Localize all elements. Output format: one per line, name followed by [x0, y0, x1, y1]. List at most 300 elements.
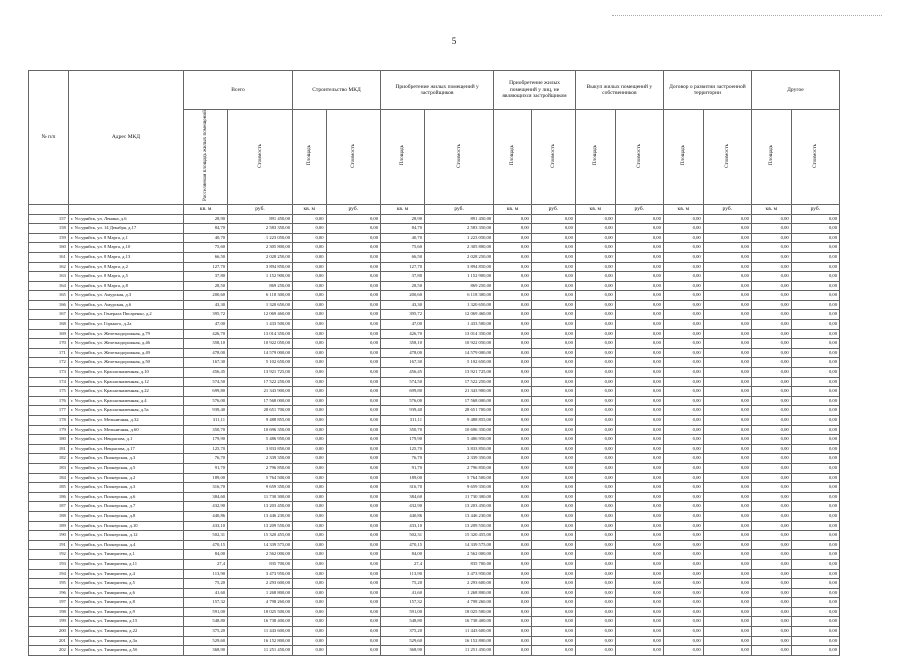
row-other-cost: 0,00 [791, 646, 839, 656]
row-nondev-cost: 0,00 [531, 636, 575, 646]
row-developer-area: 316,70 [381, 483, 425, 493]
row-buyout-area: 0,00 [575, 483, 615, 493]
row-number: 164 [29, 281, 69, 291]
row-territory-area: 0,00 [663, 607, 703, 617]
row-construction-cost: 0,00 [326, 368, 380, 378]
row-total-area: 502,31 [184, 531, 228, 541]
row-other-area: 0,00 [751, 483, 791, 493]
row-territory-cost: 0,00 [703, 387, 751, 397]
row-territory-area: 0,00 [663, 531, 703, 541]
row-buyout-area: 0,00 [575, 511, 615, 521]
row-other-area: 0,00 [751, 559, 791, 569]
row-territory-area: 0,00 [663, 511, 703, 521]
row-construction-area: 0,00 [293, 627, 327, 637]
row-construction-cost: 0,00 [326, 425, 380, 435]
row-developer-cost: 1 152 900,00 [425, 272, 494, 282]
row-total-area: 127,70 [184, 262, 228, 272]
row-territory-area: 0,00 [663, 588, 703, 598]
table-row [29, 243, 840, 253]
row-total-cost: 2 305 800,00 [228, 243, 293, 253]
row-total-area: 350,70 [184, 425, 228, 435]
row-total-area: 316,70 [184, 483, 228, 493]
row-developer-area: 939,40 [381, 406, 425, 416]
row-other-area: 0,00 [751, 233, 791, 243]
row-address: г. Уссурийск, ул. 8 Марта, д.13 [68, 252, 183, 262]
row-construction-area: 0,00 [293, 233, 327, 243]
row-construction-cost: 0,00 [326, 627, 380, 637]
row-developer-area: 157,32 [381, 598, 425, 608]
row-territory-cost: 0,00 [703, 521, 751, 531]
row-developer-cost: 17 568 000,00 [425, 396, 494, 406]
row-other-cost: 0,00 [791, 617, 839, 627]
row-other-area: 0,00 [751, 291, 791, 301]
row-territory-cost: 0,00 [703, 377, 751, 387]
row-nondev-area: 0,00 [494, 387, 532, 397]
row-other-area: 0,00 [751, 598, 791, 608]
row-construction-area: 0,00 [293, 281, 327, 291]
units-blank [68, 204, 183, 214]
row-total-area: 576,00 [184, 396, 228, 406]
row-other-cost: 0,00 [791, 444, 839, 454]
row-construction-area: 0,00 [293, 416, 327, 426]
row-buyout-area: 0,00 [575, 502, 615, 512]
header-group-developer: Приобретение жилых помещений у застройщиков [381, 71, 494, 110]
table-row [29, 627, 840, 637]
row-developer-area: 426,70 [381, 329, 425, 339]
row-developer-area: 456,45 [381, 368, 425, 378]
row-nondev-cost: 0,00 [531, 425, 575, 435]
row-nondev-area: 0,00 [494, 358, 532, 368]
row-construction-cost: 0,00 [326, 233, 380, 243]
row-developer-cost: 1 223 050,00 [425, 233, 494, 243]
row-territory-area: 0,00 [663, 540, 703, 550]
row-other-area: 0,00 [751, 262, 791, 272]
table-row [29, 454, 840, 464]
row-nondev-area: 0,00 [494, 636, 532, 646]
row-other-area: 0,00 [751, 396, 791, 406]
row-buyout-cost: 0,00 [615, 435, 663, 445]
row-number: 177 [29, 406, 69, 416]
row-total-cost: 11 730 300,00 [228, 492, 293, 502]
row-total-area: 456,45 [184, 368, 228, 378]
row-developer-area: 66,50 [381, 252, 425, 262]
row-number: 176 [29, 396, 69, 406]
row-developer-area: 113,90 [381, 569, 425, 579]
row-number: 185 [29, 483, 69, 493]
unit-cell: кв. м [293, 204, 327, 214]
row-developer-cost: 5 102 650,00 [425, 358, 494, 368]
row-buyout-area: 0,00 [575, 396, 615, 406]
row-nondev-area: 0,00 [494, 492, 532, 502]
row-territory-area: 0,00 [663, 320, 703, 330]
row-territory-area: 0,00 [663, 617, 703, 627]
row-total-area: 384,60 [184, 492, 228, 502]
row-address: г. Уссурийск, ул. Пионерская, д.2 [68, 473, 183, 483]
row-total-cost: 1 152 900,00 [228, 272, 293, 282]
row-developer-area: 75,60 [381, 243, 425, 253]
row-territory-area: 0,00 [663, 454, 703, 464]
table-row [29, 473, 840, 483]
row-territory-cost: 0,00 [703, 396, 751, 406]
unit-cell: руб. [791, 204, 839, 214]
row-total-area: 84,00 [184, 550, 228, 560]
row-buyout-cost: 0,00 [615, 588, 663, 598]
row-construction-area: 0,00 [293, 291, 327, 301]
table-row [29, 511, 840, 521]
row-number: 173 [29, 368, 69, 378]
row-total-area: 28,90 [184, 214, 228, 224]
row-total-area: 37,80 [184, 272, 228, 282]
row-number: 157 [29, 214, 69, 224]
row-total-area: 40,70 [184, 233, 228, 243]
row-total-cost: 16 152 800,00 [228, 636, 293, 646]
row-address: г. Уссурийск, ул. Пионерская, д.6 [68, 492, 183, 502]
row-developer-area: 47,00 [381, 320, 425, 330]
row-number: 198 [29, 607, 69, 617]
row-developer-area: 478,00 [381, 348, 425, 358]
row-other-cost: 0,00 [791, 559, 839, 569]
units-blank [29, 204, 69, 214]
row-territory-cost: 0,00 [703, 646, 751, 656]
row-nondev-area: 0,00 [494, 588, 532, 598]
row-territory-area: 0,00 [663, 435, 703, 445]
row-nondev-cost: 0,00 [531, 511, 575, 521]
row-developer-cost: 3 833 850,00 [425, 444, 494, 454]
page-number: 5 [451, 36, 457, 46]
header-group-total: Всего [184, 71, 293, 110]
row-other-area: 0,00 [751, 377, 791, 387]
row-address: г. Уссурийск, ул. Пионерская, д.3 [68, 483, 183, 493]
row-address: г. Уссурийск, ул. Краснознаменная, д.5а [68, 406, 183, 416]
row-buyout-cost: 0,00 [615, 243, 663, 253]
row-nondev-cost: 0,00 [531, 339, 575, 349]
row-nondev-cost: 0,00 [531, 588, 575, 598]
row-total-area: 47,00 [184, 320, 228, 330]
row-nondev-area: 0,00 [494, 559, 532, 569]
row-territory-cost: 0,00 [703, 454, 751, 464]
row-buyout-area: 0,00 [575, 473, 615, 483]
unit-cell: руб. [615, 204, 663, 214]
row-nondev-cost: 0,00 [531, 358, 575, 368]
row-other-cost: 0,00 [791, 569, 839, 579]
row-address: г. Уссурийск, ул. Амурская, д.3 [68, 291, 183, 301]
row-buyout-area: 0,00 [575, 377, 615, 387]
row-total-cost: 1 320 650,00 [228, 300, 293, 310]
row-territory-area: 0,00 [663, 579, 703, 589]
row-total-area: 375,20 [184, 627, 228, 637]
header-sub-area: Площадь [494, 110, 532, 205]
row-construction-area: 0,00 [293, 243, 327, 253]
row-buyout-area: 0,00 [575, 262, 615, 272]
row-total-area: 368,90 [184, 646, 228, 656]
row-nondev-cost: 0,00 [531, 531, 575, 541]
row-buyout-cost: 0,00 [615, 559, 663, 569]
table-row [29, 339, 840, 349]
row-construction-area: 0,00 [293, 483, 327, 493]
row-territory-area: 0,00 [663, 281, 703, 291]
row-territory-cost: 0,00 [703, 243, 751, 253]
unit-cell: кв. м [494, 204, 532, 214]
row-other-cost: 0,00 [791, 233, 839, 243]
row-total-cost: 14 579 000,00 [228, 348, 293, 358]
row-total-cost: 2 583 350,00 [228, 224, 293, 234]
row-address: г. Уссурийск, ул. 8 Марта, д.2 [68, 262, 183, 272]
row-nondev-cost: 0,00 [531, 291, 575, 301]
row-nondev-area: 0,00 [494, 406, 532, 416]
row-total-area: 548,80 [184, 617, 228, 627]
header-group-other: Другое [751, 71, 839, 110]
row-number: 179 [29, 425, 69, 435]
table-row [29, 646, 840, 656]
row-other-area: 0,00 [751, 550, 791, 560]
row-other-cost: 0,00 [791, 598, 839, 608]
row-construction-cost: 0,00 [326, 339, 380, 349]
row-territory-area: 0,00 [663, 377, 703, 387]
row-address: г. Уссурийск, ул. Пионерская, д.3 [68, 454, 183, 464]
table-row [29, 425, 840, 435]
row-total-cost: 10 922 050,00 [228, 339, 293, 349]
table-row [29, 291, 840, 301]
row-construction-area: 0,00 [293, 511, 327, 521]
row-buyout-area: 0,00 [575, 233, 615, 243]
row-total-area: 358,10 [184, 339, 228, 349]
row-territory-area: 0,00 [663, 339, 703, 349]
row-construction-cost: 0,00 [326, 646, 380, 656]
row-nondev-area: 0,00 [494, 502, 532, 512]
row-buyout-cost: 0,00 [615, 598, 663, 608]
table-row [29, 579, 840, 589]
row-buyout-cost: 0,00 [615, 473, 663, 483]
row-buyout-area: 0,00 [575, 425, 615, 435]
row-developer-area: 127,70 [381, 262, 425, 272]
row-construction-cost: 0,00 [326, 444, 380, 454]
row-construction-cost: 0,00 [326, 387, 380, 397]
row-developer-cost: 891 450,00 [425, 214, 494, 224]
row-territory-cost: 0,00 [703, 559, 751, 569]
row-construction-cost: 0,00 [326, 243, 380, 253]
row-developer-area: 27,4 [381, 559, 425, 569]
row-territory-cost: 0,00 [703, 540, 751, 550]
row-nondev-cost: 0,00 [531, 540, 575, 550]
row-developer-area: 179,90 [381, 435, 425, 445]
row-other-area: 0,00 [751, 416, 791, 426]
row-total-cost: 1 433 500,00 [228, 320, 293, 330]
row-nondev-area: 0,00 [494, 224, 532, 234]
row-developer-area: 76,70 [381, 454, 425, 464]
row-number: 187 [29, 502, 69, 512]
row-total-area: 91,70 [184, 463, 228, 473]
row-construction-cost: 0,00 [326, 272, 380, 282]
row-other-area: 0,00 [751, 627, 791, 637]
row-territory-cost: 0,00 [703, 511, 751, 521]
row-buyout-cost: 0,00 [615, 483, 663, 493]
row-other-area: 0,00 [751, 310, 791, 320]
row-number: 166 [29, 300, 69, 310]
row-other-cost: 0,00 [791, 425, 839, 435]
row-address: г. Уссурийск, ул. Железнодорожная, д.49 [68, 348, 183, 358]
row-territory-area: 0,00 [663, 627, 703, 637]
row-other-cost: 0,00 [791, 454, 839, 464]
row-other-area: 0,00 [751, 531, 791, 541]
row-other-cost: 0,00 [791, 387, 839, 397]
row-address: г. Уссурийск, ул. Мельничная, д.60 [68, 425, 183, 435]
row-construction-cost: 0,00 [326, 358, 380, 368]
row-number: 201 [29, 636, 69, 646]
row-other-area: 0,00 [751, 406, 791, 416]
row-construction-area: 0,00 [293, 550, 327, 560]
row-total-cost: 2 796 850,00 [228, 463, 293, 473]
row-territory-cost: 0,00 [703, 300, 751, 310]
row-buyout-area: 0,00 [575, 224, 615, 234]
unit-cell: кв. м [751, 204, 791, 214]
row-developer-cost: 2 583 350,00 [425, 224, 494, 234]
row-other-cost: 0,00 [791, 272, 839, 282]
row-nondev-area: 0,00 [494, 214, 532, 224]
row-construction-cost: 0,00 [326, 463, 380, 473]
row-number: 195 [29, 579, 69, 589]
row-construction-cost: 0,00 [326, 348, 380, 358]
row-buyout-area: 0,00 [575, 607, 615, 617]
row-developer-cost: 14 339 575,00 [425, 540, 494, 550]
row-buyout-cost: 0,00 [615, 224, 663, 234]
row-territory-area: 0,00 [663, 636, 703, 646]
row-address: г. Уссурийск, ул. Некрасова, д.1 [68, 435, 183, 445]
row-nondev-area: 0,00 [494, 607, 532, 617]
row-territory-area: 0,00 [663, 310, 703, 320]
row-nondev-cost: 0,00 [531, 233, 575, 243]
row-developer-area: 37,80 [381, 272, 425, 282]
header-sub-area-total: Расселяемая площадь жилых помещений [184, 110, 228, 205]
row-other-area: 0,00 [751, 224, 791, 234]
row-nondev-cost: 0,00 [531, 224, 575, 234]
row-territory-cost: 0,00 [703, 463, 751, 473]
row-address: г. Уссурийск, ул. Ленина, д.6 [68, 214, 183, 224]
row-developer-area: 28,50 [381, 281, 425, 291]
row-total-area: 200,60 [184, 291, 228, 301]
table-row [29, 607, 840, 617]
row-construction-cost: 0,00 [326, 502, 380, 512]
row-other-cost: 0,00 [791, 252, 839, 262]
row-territory-area: 0,00 [663, 502, 703, 512]
row-developer-area: 576,00 [381, 396, 425, 406]
row-number: 165 [29, 291, 69, 301]
row-buyout-cost: 0,00 [615, 387, 663, 397]
row-other-cost: 0,00 [791, 511, 839, 521]
row-nondev-area: 0,00 [494, 416, 532, 426]
row-address: г. Уссурийск, ул. 8 Марта, д.1 [68, 233, 183, 243]
row-territory-area: 0,00 [663, 252, 703, 262]
row-number: 189 [29, 521, 69, 531]
row-nondev-area: 0,00 [494, 233, 532, 243]
row-nondev-cost: 0,00 [531, 272, 575, 282]
row-territory-cost: 0,00 [703, 531, 751, 541]
unit-cell: руб. [425, 204, 494, 214]
row-construction-cost: 0,00 [326, 252, 380, 262]
row-buyout-area: 0,00 [575, 416, 615, 426]
row-nondev-cost: 0,00 [531, 262, 575, 272]
row-buyout-cost: 0,00 [615, 454, 663, 464]
row-developer-area: 368,90 [381, 646, 425, 656]
row-construction-area: 0,00 [293, 320, 327, 330]
unit-cell: руб. [531, 204, 575, 214]
row-nondev-cost: 0,00 [531, 329, 575, 339]
row-nondev-cost: 0,00 [531, 214, 575, 224]
row-territory-area: 0,00 [663, 262, 703, 272]
row-nondev-area: 0,00 [494, 473, 532, 483]
row-developer-area: 311,11 [381, 416, 425, 426]
table-row [29, 492, 840, 502]
table-row [29, 406, 840, 416]
row-developer-cost: 869 250,00 [425, 281, 494, 291]
row-construction-area: 0,00 [293, 617, 327, 627]
row-total-cost: 9 488 855,00 [228, 416, 293, 426]
row-other-area: 0,00 [751, 329, 791, 339]
row-address: г. Уссурийск, ул. Пионерская, д.8 [68, 511, 183, 521]
row-other-area: 0,00 [751, 272, 791, 282]
row-territory-area: 0,00 [663, 569, 703, 579]
row-buyout-area: 0,00 [575, 444, 615, 454]
row-territory-cost: 0,00 [703, 473, 751, 483]
row-developer-cost: 6 118 300,00 [425, 291, 494, 301]
row-total-area: 157,32 [184, 598, 228, 608]
row-developer-cost: 10 696 350,00 [425, 425, 494, 435]
row-number: 172 [29, 358, 69, 368]
row-nondev-cost: 0,00 [531, 300, 575, 310]
row-total-cost: 18 025 500,00 [228, 607, 293, 617]
row-other-area: 0,00 [751, 348, 791, 358]
row-nondev-area: 0,00 [494, 252, 532, 262]
row-total-area: 189,00 [184, 473, 228, 483]
row-total-cost: 13 921 725,00 [228, 368, 293, 378]
unit-cell: кв. м [575, 204, 615, 214]
row-number: 174 [29, 377, 69, 387]
row-total-cost: 5 486 950,00 [228, 435, 293, 445]
row-territory-cost: 0,00 [703, 444, 751, 454]
row-construction-cost: 0,00 [326, 569, 380, 579]
row-nondev-cost: 0,00 [531, 348, 575, 358]
row-address: г. Уссурийск, ул. Железнодорожная, д.46 [68, 339, 183, 349]
row-developer-cost: 2 028 250,00 [425, 252, 494, 262]
header-sub-area: Площадь [381, 110, 425, 205]
row-developer-area: 75,20 [381, 579, 425, 589]
row-total-area: 125,70 [184, 444, 228, 454]
row-nondev-cost: 0,00 [531, 627, 575, 637]
row-construction-cost: 0,00 [326, 310, 380, 320]
row-address: г. Уссурийск, ул. Генерала Писаренко, д.2 [68, 310, 183, 320]
row-buyout-area: 0,00 [575, 300, 615, 310]
row-other-cost: 0,00 [791, 281, 839, 291]
table-row [29, 463, 840, 473]
header-row-groups [29, 71, 840, 110]
row-construction-cost: 0,00 [326, 483, 380, 493]
row-buyout-area: 0,00 [575, 588, 615, 598]
row-total-area: 478,00 [184, 348, 228, 358]
row-other-area: 0,00 [751, 281, 791, 291]
row-territory-area: 0,00 [663, 473, 703, 483]
row-nondev-area: 0,00 [494, 368, 532, 378]
row-territory-cost: 0,00 [703, 588, 751, 598]
row-buyout-cost: 0,00 [615, 636, 663, 646]
row-address: г. Уссурийск, ул. Пионерская, д.12 [68, 531, 183, 541]
row-construction-area: 0,00 [293, 224, 327, 234]
row-territory-area: 0,00 [663, 492, 703, 502]
row-other-area: 0,00 [751, 607, 791, 617]
header-address: Адрес МКД [68, 71, 183, 205]
row-nondev-area: 0,00 [494, 300, 532, 310]
row-construction-area: 0,00 [293, 272, 327, 282]
row-nondev-cost: 0,00 [531, 559, 575, 569]
header-sub-area: Площадь [663, 110, 703, 205]
